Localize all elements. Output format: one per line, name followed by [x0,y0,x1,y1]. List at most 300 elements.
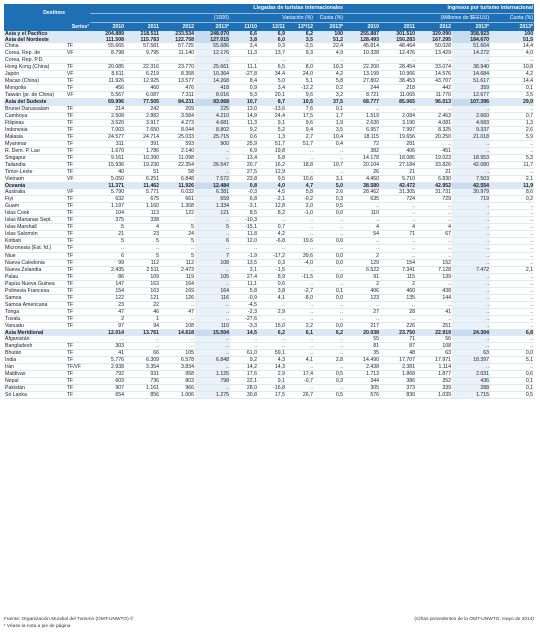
table-cell: 5,1 [286,78,314,85]
table-cell: 0,0 [490,350,534,357]
table-cell: 2,2 [286,322,314,329]
table-cell: .. [286,301,314,308]
destination-name: Islas Salomón [4,231,66,238]
table-cell: 5.050 [90,175,125,182]
table-cell: 50.028 [416,43,452,50]
table-cell: 12.925 [125,78,160,85]
table-cell: .. [490,294,534,301]
table-cell: -27,6 [230,315,258,322]
table-cell: 13,7 [258,50,286,57]
table-cell: .. [314,308,344,315]
table-cell: 104 [90,210,125,217]
table-cell: 2,9 [258,371,286,378]
table-cell: .. [125,245,160,252]
table-cell: 6,6 [230,31,258,37]
table-cell: .. [452,252,490,259]
table-cell: .. [286,266,314,273]
table-cell: 1.308 [160,203,195,210]
table-cell: .. [490,259,534,266]
table-cell: .. [286,217,314,224]
table-cell: 4 [344,224,380,231]
table-row [4,343,534,350]
table-cell: 25.715 [195,133,230,140]
table-cell: 72 [344,140,380,147]
table-cell: 4,0 [258,183,286,190]
table-cell: 603 [90,378,125,385]
table-row [4,294,534,301]
table-cell: 163 [125,280,160,287]
table-cell: .. [452,294,490,301]
year-header: 11/10 [230,23,258,32]
table-cell: 2 [344,280,380,287]
table-cell: 15.936 [90,161,125,168]
table-cell: .. [490,343,534,350]
table-cell: 41 [416,308,452,315]
table-cell: 4.683 [452,119,490,126]
table-cell: 406 [344,287,380,294]
destination-name: Fiyi [4,196,66,203]
table-cell: 2.438 [344,364,380,371]
table-cell: 115 [380,273,416,280]
table-cell: 29,9 [490,99,534,106]
series-code: TF/VF [66,364,90,371]
table-cell: 476 [160,85,195,92]
table-cell: 0,0 [314,238,344,245]
table-cell: 20.104 [344,161,380,168]
table-cell: 2,9 [258,308,286,315]
destination-name: Corea, Rep. P.D. [4,57,66,64]
table-cell: 1,3 [490,119,534,126]
table-row [4,315,534,322]
table-cell: 10,8 [490,64,534,71]
destination-name: Islas Marshall [4,224,66,231]
table-cell: 25,9 [230,140,258,147]
table-cell: .. [490,308,534,315]
table-cell: 9.337 [452,126,490,133]
table-cell: 226 [380,322,416,329]
table-cell: 115.783 [125,37,160,43]
table-cell: .. [490,106,534,113]
table-cell: 113 [125,210,160,217]
table-cell: 8.325 [416,126,452,133]
table-cell: 6.578 [160,357,195,364]
table-cell: 8.721 [344,92,380,99]
table-cell: 418 [195,85,230,92]
table-cell: 406 [380,147,416,154]
table-cell: .. [416,210,452,217]
table-cell: 438 [416,287,452,294]
table-cell: 0,7 [258,224,286,231]
table-cell: .. [452,308,490,315]
table-cell: 10.390 [125,154,160,161]
table-cell: 2.660 [452,112,490,119]
table-cell: 0,2 [314,85,344,92]
table-row [4,322,534,329]
table-cell: 11.371 [90,183,125,190]
table-cell: 900 [195,140,230,147]
table-cell: 3,1 [230,266,258,273]
table-cell: 2.031 [452,371,490,378]
table-cell: 17,5 [286,112,314,119]
table-cell: 209 [160,106,195,113]
table-cell: 45.814 [344,43,380,50]
table-cell: 576 [344,392,380,399]
table-cell: 10,7 [314,161,344,168]
table-cell: 6,0 [258,37,286,43]
table-cell: -3,3 [230,322,258,329]
table-cell: 135 [380,294,416,301]
destination-name: Mongolia [4,85,66,92]
table-row [4,210,534,217]
table-cell: 8.802 [195,126,230,133]
table-cell: 5 [125,238,160,245]
destination-name: Asia del Nordeste [4,37,66,43]
table-cell: 4,2 [258,231,286,238]
table-row [4,112,534,119]
table-cell: .. [452,106,490,113]
table-cell: 724 [380,196,416,203]
table-cell: .. [416,140,452,147]
table-cell: 59,1 [258,350,286,357]
table-cell: 41 [90,350,125,357]
series-code: TF [66,357,90,364]
table-cell: -2,7 [286,287,314,294]
table-cell: .. [195,336,230,343]
table-cell: 110 [344,210,380,217]
table-cell: 127.015 [195,37,230,43]
share-header: Cuota (%) [314,14,344,23]
table-cell: 0,1 [490,378,534,385]
table-cell: 154 [90,287,125,294]
table-cell: .. [195,154,230,161]
table-cell: .. [380,315,416,322]
table-cell: .. [452,322,490,329]
year-header: 2013* [195,23,230,32]
table-cell: 38.580 [344,183,380,190]
table-cell: 20,1 [258,92,286,99]
destination-name: Tuvalu [4,315,66,322]
table-cell: 93.068 [195,99,230,106]
table-cell: .. [286,231,314,238]
table-cell: 5 [90,238,125,245]
year-header: 2010 [90,23,125,32]
table-cell: 9.161 [90,154,125,161]
table-cell: 25.033 [160,133,195,140]
table-cell: .. [452,273,490,280]
table-cell: .. [416,203,452,210]
table-cell: 11,1 [230,280,258,287]
table-cell: 2.473 [160,266,195,273]
table-cell: .. [490,168,534,175]
table-cell: 96.013 [416,99,452,106]
table-cell: 2.938 [90,364,125,371]
table-cell: .. [286,168,314,175]
table-cell: 17,4 [286,371,314,378]
table-cell: 6.848 [195,357,230,364]
table-row [4,85,534,92]
series-code: TF [66,308,90,315]
series-code: TF [66,196,90,203]
table-cell: 22.316 [125,64,160,71]
table-cell: -4,5 [230,301,258,308]
table-cell: 4,1 [286,357,314,364]
destination-name: Irán [4,364,66,371]
series-code: TF [66,378,90,385]
destination-name: Polinesia Francesa [4,287,66,294]
table-cell: .. [490,252,534,259]
series-code: TF [66,210,90,217]
table-cell: 244 [344,85,380,92]
table-cell: 10.966 [380,71,416,78]
table-cell: 4,1 [258,294,286,301]
table-row [4,308,534,315]
receipts-share-header: Cuota (%) [490,14,534,23]
table-cell: 24.304 [452,330,490,337]
table-cell: 27,4 [230,273,258,280]
table-cell: 225 [195,106,230,113]
table-cell: .. [314,57,344,64]
table-cell: 54 [344,231,380,238]
series-code: TF [66,203,90,210]
table-cell: 4,2 [490,71,534,78]
destination-name: Macao (China) [4,78,66,85]
table-cell: 3,2 [314,92,344,99]
table-cell: .. [286,336,314,343]
table-cell: 13,5 [230,259,258,266]
table-cell: .. [195,57,230,64]
table-cell: 358.923 [452,31,490,37]
table-cell: 8.358 [160,71,195,78]
table-cell: -3,5 [286,43,314,50]
table-cell: 66 [125,350,160,357]
table-cell: 907 [90,385,125,392]
year-header: 2013* [452,23,490,32]
table-cell: .. [160,57,195,64]
table-cell: 301.510 [380,31,416,37]
table-cell: 17,6 [230,371,258,378]
table-cell: 112 [125,259,160,266]
table-cell: 71 [380,336,416,343]
table-cell: 26 [344,168,380,175]
table-row [4,357,534,364]
table-cell: .. [258,301,286,308]
table-cell: 0,6 [230,133,258,140]
table-cell: 20.038 [344,330,380,337]
table-cell: .. [452,203,490,210]
table-cell: 9,4 [286,126,314,133]
arrivals-group-header: Llegadas de turistas internacionales [90,4,344,14]
table-cell: 129 [344,259,380,266]
table-cell: 2,1 [490,266,534,273]
table-cell: .. [490,315,534,322]
table-cell: .. [416,245,452,252]
table-cell: 9,3 [286,50,314,57]
table-row [4,71,534,78]
table-cell: .. [195,308,230,315]
destination-name: China [4,43,66,50]
table-cell: 798 [195,378,230,385]
table-cell: 5,8 [314,78,344,85]
destination-name: Hong Kong (China) [4,64,66,71]
table-cell: 8,6 [490,189,534,196]
table-cell: 9,6 [286,92,314,99]
table-cell: 111.508 [90,37,125,43]
table-cell: .. [314,168,344,175]
table-cell: 1.715 [452,392,490,399]
series-code: TF [66,238,90,245]
destination-name: Corea, Rep. de [4,50,66,57]
table-cell: .. [314,350,344,357]
table-cell: 15,0 [258,322,286,329]
table-cell: 5.710 [380,175,416,182]
table-cell: 966 [160,385,195,392]
table-cell: 10,4 [314,133,344,140]
table-cell: 4.273 [160,119,195,126]
table-cell: -1,0 [286,210,314,217]
series-code: TF [66,294,90,301]
destination-name: Bangladesh [4,343,66,350]
table-cell: 6.830 [416,175,452,182]
table-cell: 33.074 [416,64,452,71]
table-cell: 792 [90,371,125,378]
table-cell: .. [490,336,534,343]
table-cell: 6,2 [286,31,314,37]
table-cell: .. [286,147,314,154]
table-cell: .. [230,343,258,350]
table-cell: 359 [452,85,490,92]
table-cell: 164 [160,280,195,287]
table-cell: 6.848 [160,175,195,182]
destination-name: Malasia [4,133,66,140]
table-cell: 2,7 [286,133,314,140]
table-cell: 288 [452,385,490,392]
table-cell: 0,0 [314,273,344,280]
year-header: 2011 [380,23,416,32]
source-note-right: (Cifras procedentes de la OMT-UNWTO, mayo de 2014) [414,617,534,622]
table-cell: 0,1 [490,385,534,392]
table-cell: -2,1 [258,196,286,203]
table-cell: 0,5 [490,392,534,399]
table-cell: 85.065 [380,99,416,106]
table-cell: 659 [195,196,230,203]
table-cell: .. [344,106,380,113]
table-cell: 661 [160,196,195,203]
table-cell: 11,3 [230,50,258,57]
table-cell: 5 [160,238,195,245]
table-cell: 14.576 [416,71,452,78]
table-cell: .. [490,322,534,329]
table-cell: .. [490,147,534,154]
table-cell: 5.790 [90,189,125,196]
table-cell: .. [314,336,344,343]
table-cell: 14,4 [490,78,534,85]
table-cell: .. [230,245,258,252]
table-row [4,154,534,161]
table-cell: 4.681 [195,119,230,126]
table-cell: 3,5 [314,126,344,133]
table-cell: .. [314,315,344,322]
table-row [4,147,534,154]
series-code: VF [66,71,90,78]
table-cell: 105 [195,273,230,280]
table-cell: 654 [90,392,125,399]
series-code: TF [66,259,90,266]
table-cell: 3,8 [230,37,258,43]
series-code: VF [66,50,90,57]
table-cell: .. [314,385,344,392]
table-row [4,126,534,133]
table-cell: 17.707 [380,357,416,364]
table-cell: 1 [125,315,160,322]
table-cell: 0,3 [314,196,344,203]
table-cell: 0,0 [314,294,344,301]
table-cell: .. [490,57,534,64]
table-cell: 14,2 [230,364,258,371]
table-cell: 25.661 [195,64,230,71]
series-header: Series¹ [66,23,90,32]
table-cell: 99 [90,259,125,266]
table-cell: -11,5 [286,273,314,280]
table-cell: 37,5 [314,99,344,106]
destination-name: Islas Cook [4,210,66,217]
table-cell: 830 [380,392,416,399]
table-row [4,378,534,385]
table-cell: 2.381 [380,364,416,371]
series-code [66,57,90,64]
table-cell: 100 [314,31,344,37]
table-cell: 8.016 [195,92,230,99]
table-cell: -17,2 [258,252,286,259]
table-cell: 10,7 [230,99,258,106]
table-cell: 63 [452,350,490,357]
table-cell: 7 [195,252,230,259]
table-cell: 2,1 [490,175,534,182]
destination-name: Micronesia (Est. fd.) [4,245,66,252]
table-cell: .. [452,364,490,371]
table-cell: 21 [416,168,452,175]
table-cell: 10,3 [314,64,344,71]
series-code: TF [66,385,90,392]
table-cell: 1.160 [125,203,160,210]
table-row [4,252,534,259]
table-cell: 436 [452,378,490,385]
table-cell: .. [195,315,230,322]
table-cell: 8,5 [230,210,258,217]
table-cell: 24,0 [286,71,314,78]
year-header: 2010 [344,23,380,32]
table-cell: .. [314,224,344,231]
table-cell: 4.210 [195,112,230,119]
table-row [4,196,534,203]
table-cell: .. [452,280,490,287]
series-code: TF [66,245,90,252]
series-code: TF [66,266,90,273]
table-cell: 13,4 [230,154,258,161]
destination-name: India [4,357,66,364]
table-cell: 42.952 [416,183,452,190]
table-cell: 14,4 [490,43,534,50]
table-cell: 311 [90,140,125,147]
destination-name: Nueva Zelandia [4,266,66,273]
table-cell: .. [195,343,230,350]
table-cell: 6,8 [258,154,286,161]
table-cell: 5,1 [490,357,534,364]
table-cell: .. [125,336,160,343]
table-cell: 329.090 [416,31,452,37]
table-cell: 5.776 [90,357,125,364]
table-cell: .. [90,336,125,343]
table-cell: 4,3 [258,357,286,364]
